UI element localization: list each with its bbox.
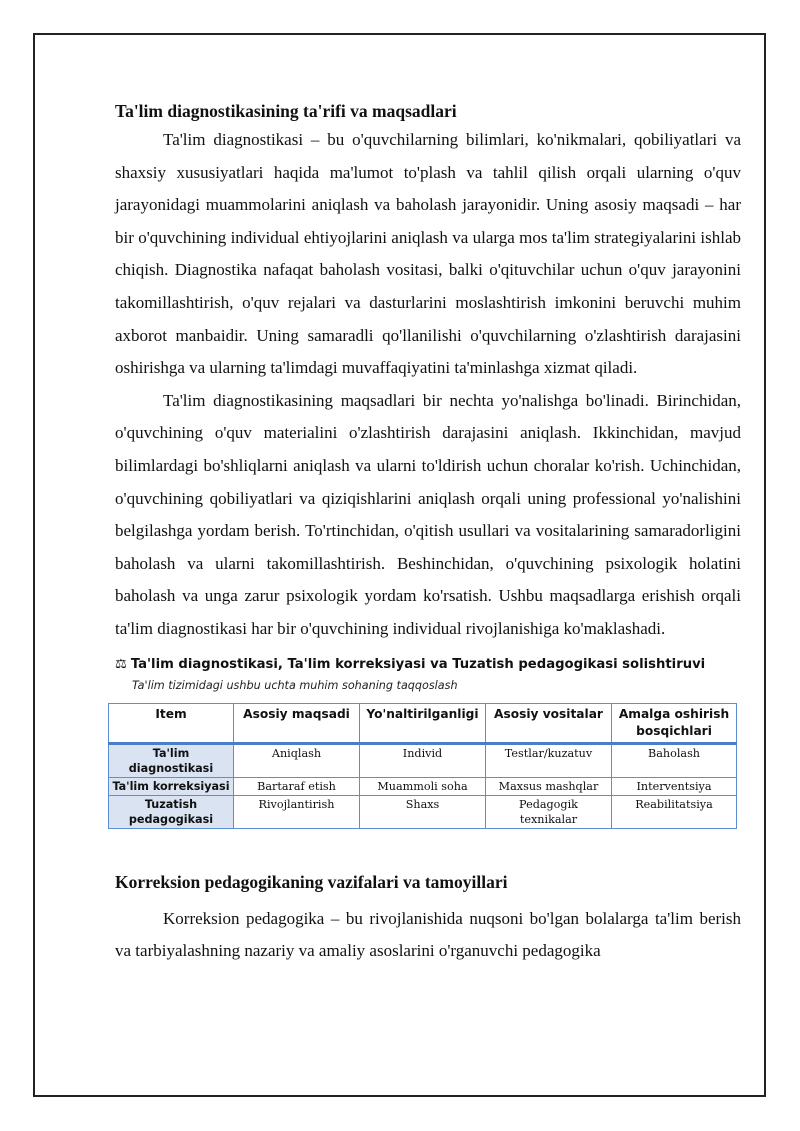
- section-title-correction: Korreksion pedagogikaning vazifalari va tamoyillari: [115, 871, 508, 892]
- row-header-cell: Ta'lim korreksiyasi: [109, 777, 234, 795]
- table-cell: Aniqlash: [234, 743, 360, 777]
- comparison-table: [108, 703, 737, 829]
- table-title-text: Ta'lim diagnostikasi, Ta'lim korreksiyasi va Tuzatish pedagogikasi solishtiruvi: [130, 656, 706, 672]
- paragraph-goals: Ta'lim diagnostikasining maqsadlari bir nechta yo'nalishga bo'linadi. Birinchidan, o'quvchining o'quv materialini o'zlashtirish darajasini aniqlash. Ikkinchidan, mavjud bilimlardagi bo'shliqlarni aniqlash va ularni to'ldirish uchun choralar ko'rish. Uchinchidan, o'quvchining qobiliyatlari va qiziqishlarini aniqlash orqali uning professional yo'nalishini belgilashga yordam berish. To'rtinchidan, o'qitish usullari va vositalarining samaradorligini baholash va ularni takomillashtirish. Beshinchidan, o'quvchining psixologik holatini baholash va unga zarur psixologik yordam ko'rsatish. Ushbu maqsadlarga erishish orqali ta'lim diagnostikasi har bir o'quvchining individual rivojlanishiga ko'maklashadi.: [115, 390, 741, 638]
- table-cell: Testlar/kuzatuv: [486, 743, 612, 777]
- table-row: [109, 795, 737, 828]
- section-title-diagnostics: Ta'lim diagnostikasining ta'rifi va maqsadlari: [115, 101, 457, 121]
- table-row: [109, 743, 737, 777]
- table-row: [109, 777, 737, 795]
- table-header-cell: Yo'naltirilganligi: [360, 703, 486, 743]
- table-header-cell: Asosiy vositalar: [486, 703, 612, 743]
- scale-icon: ⚖: [115, 656, 127, 672]
- table-cell: Pedagogik texnikalar: [486, 795, 612, 828]
- paragraph-correction-definition: Korreksion pedagogika – bu rivojlanishida nuqsoni bo'lgan bolalarga ta'lim berish va tarbiyalashning nazariy va amaliy asoslarini o'rganuvchi pedagogika: [115, 908, 741, 961]
- table-cell: Rivojlantirish: [234, 795, 360, 828]
- table-header-row: [109, 703, 737, 743]
- table-cell: Maxsus mashqlar: [486, 777, 612, 795]
- table-cell: Bartaraf etish: [234, 777, 360, 795]
- table-title: [115, 655, 741, 675]
- document-body: [112, 98, 741, 968]
- table-cell: Interventsiya: [612, 777, 737, 795]
- section-correction: [115, 869, 741, 968]
- table-cell: Individ: [360, 743, 486, 777]
- table-cell: Reabilitatsiya: [612, 795, 737, 828]
- row-header-cell: Ta'lim diagnostikasi: [109, 743, 234, 777]
- table-header-cell: Item: [109, 703, 234, 743]
- table-header-cell: Asosiy maqsadi: [234, 703, 360, 743]
- table-cell: Shaxs: [360, 795, 486, 828]
- table-cell: Muammoli soha: [360, 777, 486, 795]
- table-caption: Ta'lim tizimidagi ushbu uchta muhim sohaning taqqoslash: [132, 678, 458, 692]
- table-cell: Baholash: [612, 743, 737, 777]
- table-header-cell: Amalga oshirish bosqichlari: [612, 703, 737, 743]
- paragraph-definition: Ta'lim diagnostikasi – bu o'quvchilarning bilimlari, ko'nikmalari, qobiliyatlari va shaxsiy xususiyatlari haqida ma'lumot to'plash va tahlil qilish orqali ularning o'quv jarayonidagi muammolarini aniqlash va baholash jarayonidir. Uning asosiy maqsadi – har bir o'quvchining individual ehtiyojlarini aniqlash va ularga mos ta'lim strategiyalarini ishlab chiqish. Diagnostika nafaqat baholash vositasi, balki o'qituvchilar uchun o'quv jarayonini takomillashtirish, o'quv rejalari va dasturlarini moslashtirish imkonini beruvchi muhim axborot manbaidir. Uning samaradli qo'llanilishi o'quvchilarning o'zlashtirish darajasini oshirishga va ularning ta'limdagi muvaffaqiyatini ta'minlashga xizmat qiladi.: [115, 130, 741, 378]
- row-header-cell: Tuzatish pedagogikasi: [109, 795, 234, 828]
